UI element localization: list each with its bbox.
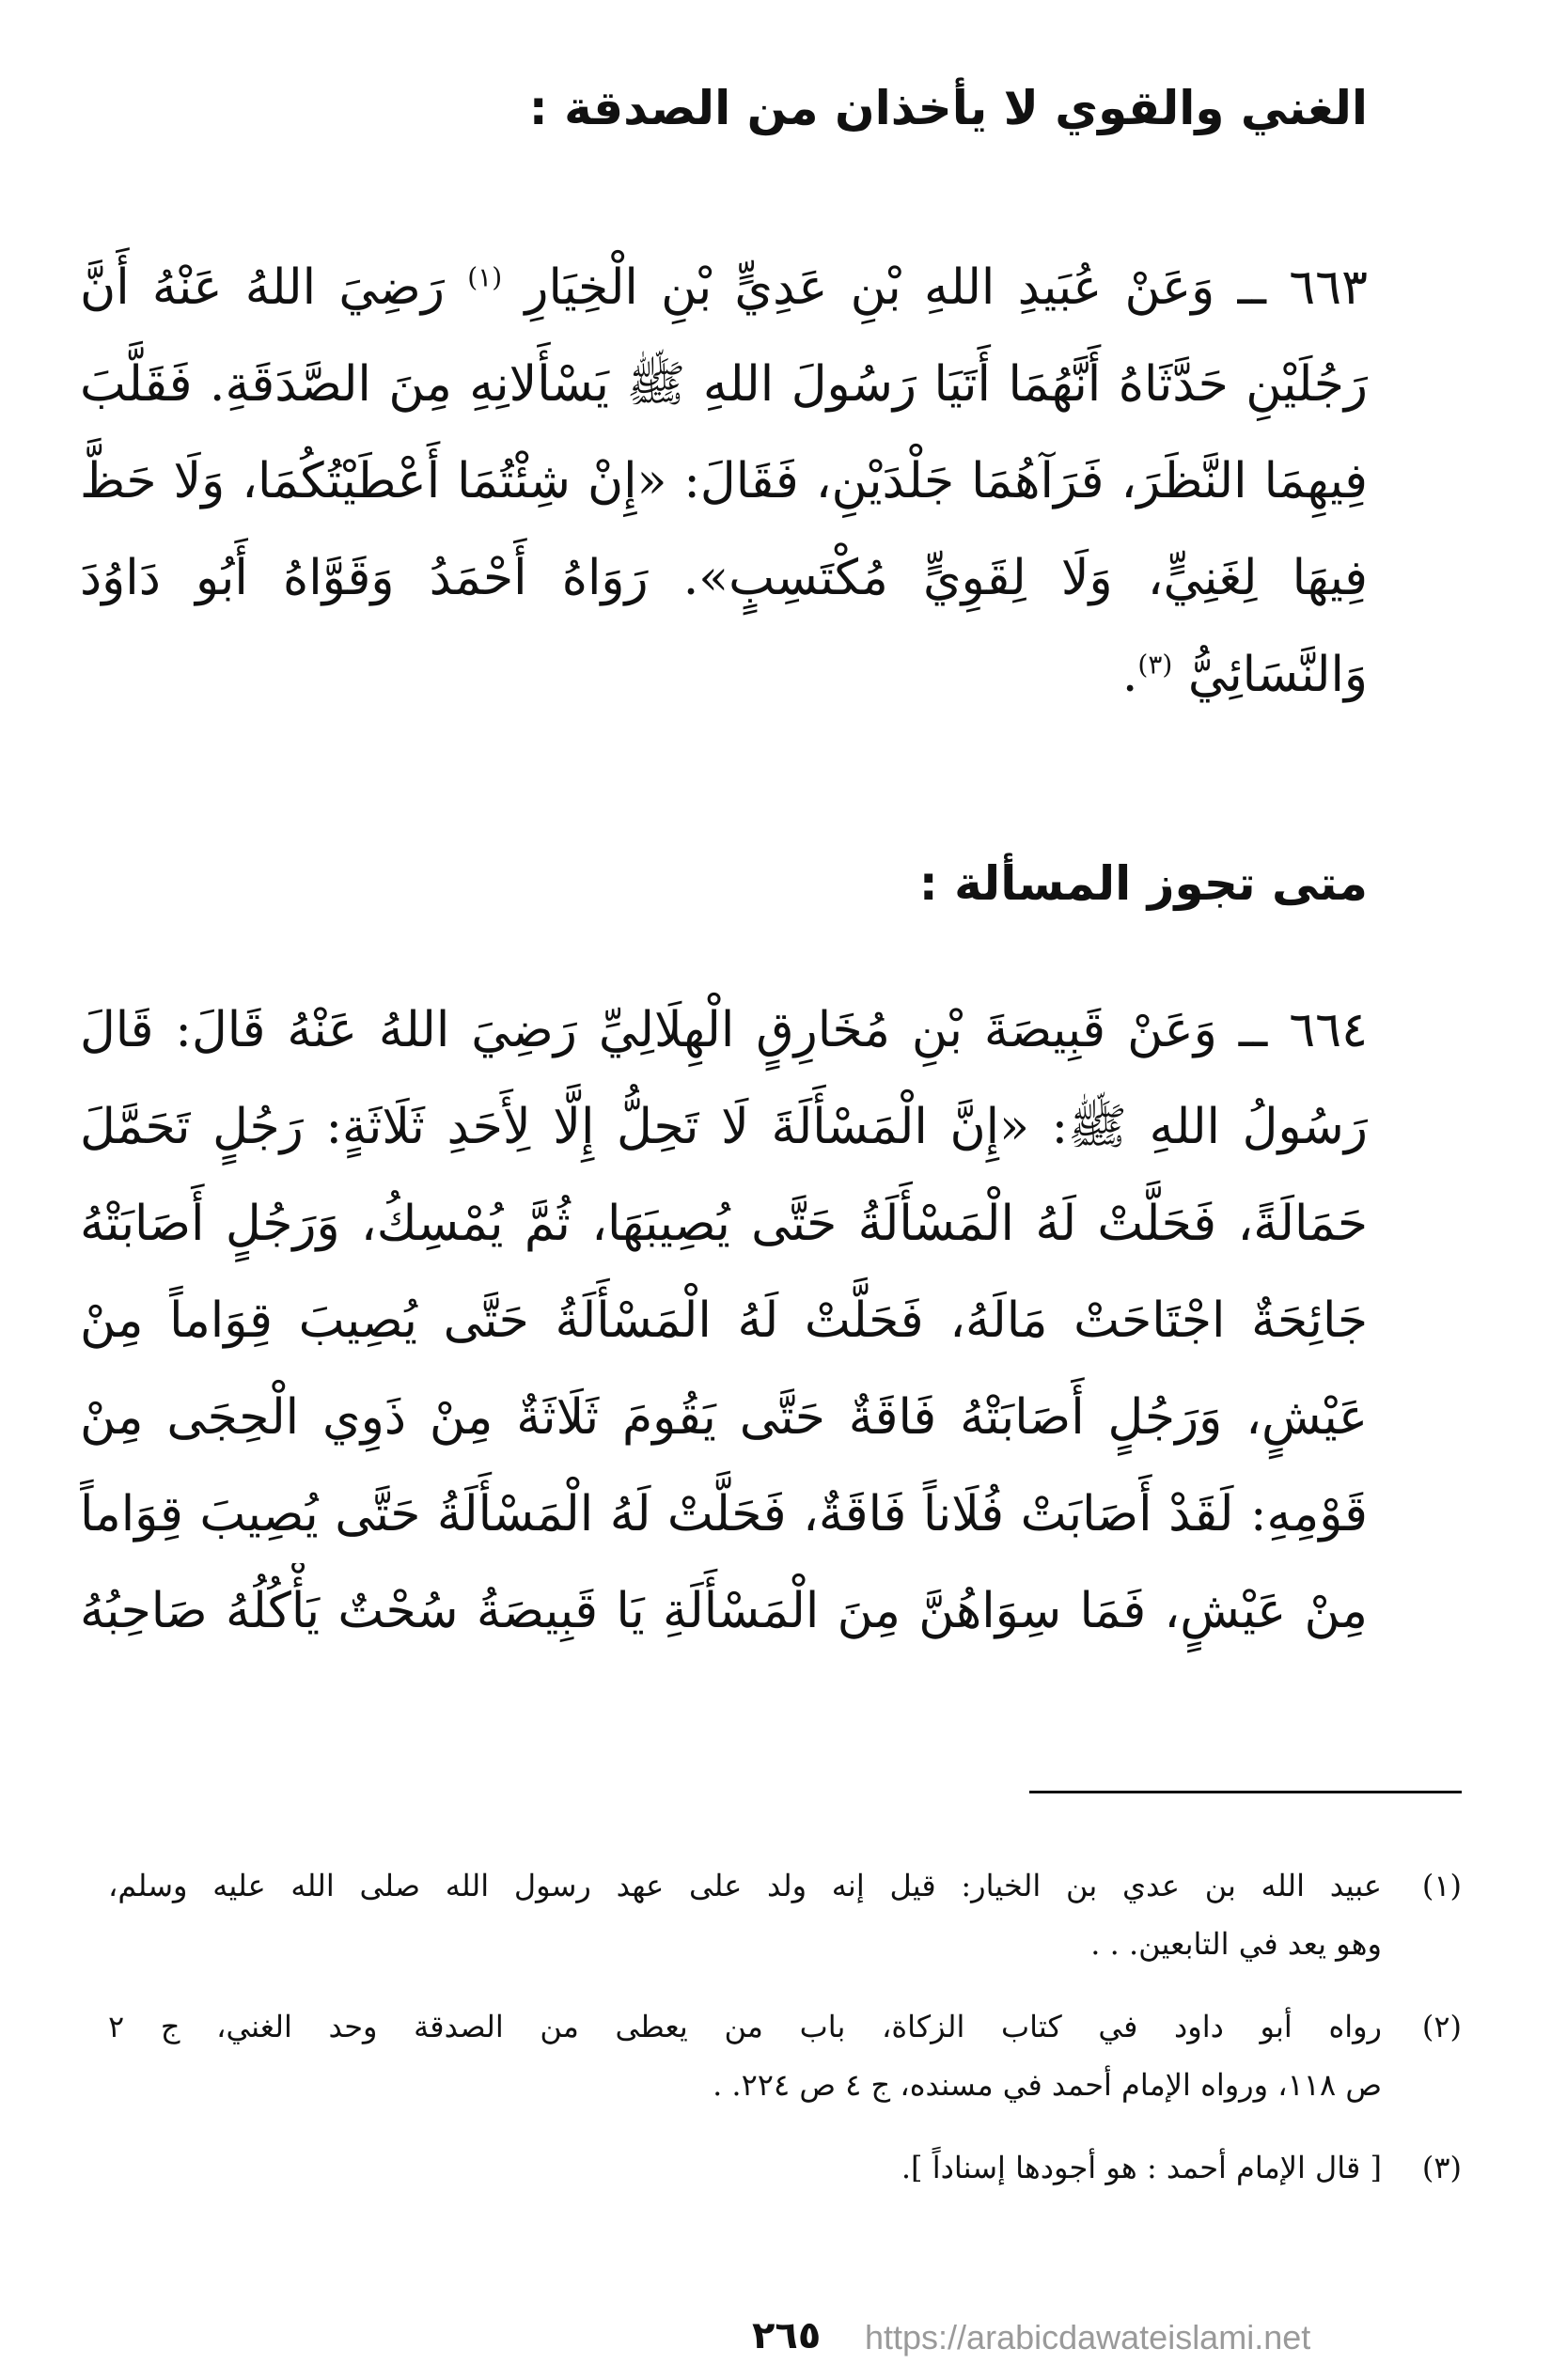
hadith-664-line-7: مِنْ عَيْشٍ، فَمَا سِوَاهُنَّ مِنَ الْمَسْأَلَةِ يَا قَبِيصَةُ سُحْتٌ يَأْكُلُهُ صَاحِبُهُ xyxy=(80,1583,1368,1639)
footnote-1-line-2: وهو يعد في التابعين. . . xyxy=(1090,1926,1382,1962)
hadith-663-line-3: فِيهِمَا النَّظَرَ، فَرَآهُمَا جَلْدَيْنِ، فَقَالَ: «إِنْ شِئْتُمَا أَعْطَيْتُكُمَا، وَلَا حَظَّ xyxy=(80,453,1368,509)
footnote-number: (٢) xyxy=(1421,2009,1462,2044)
footnote-3 xyxy=(108,2138,1462,2197)
hadith-663-line-5-end: . xyxy=(1121,647,1138,703)
hadith-663-line-1-tail: رَضِيَ اللهُ عَنْهُ أَنَّ xyxy=(80,259,445,316)
hadith-663-line-1-text: ٦٦٣ ــ وَعَنْ عُبَيدِ اللهِ بْنِ عَدِيٍّ بْنِ الْخِيَارِ xyxy=(525,259,1368,316)
hadith-664-line-3: حَمَالَةً، فَحَلَّتْ لَهُ الْمَسْأَلَةُ حَتَّى يُصِيبَهَا، ثُمَّ يُمْسِكُ، وَرَجُلٍ أَصَابَتْهُ xyxy=(80,1196,1368,1252)
footnote-divider xyxy=(1029,1791,1462,1793)
footnote-number: (١) xyxy=(1421,1868,1462,1903)
footnote-2 xyxy=(108,1997,1462,2114)
footnote-ref-3: (٣) xyxy=(1137,649,1173,681)
hadith-663-line-5 xyxy=(80,627,1368,724)
footnotes xyxy=(108,1856,1462,2221)
footnote-1 xyxy=(108,1856,1462,1973)
page-number: ٢٦٥ xyxy=(752,2314,822,2357)
hadith-664-line-1: ٦٦٤ ــ وَعَنْ قَبِيصَةَ بْنِ مُخَارِقٍ الْهِلَالِيِّ رَضِيَ اللهُ عَنْهُ قَالَ: قَالَ xyxy=(80,1002,1368,1058)
footnote-2-line-2: ص ١١٨، ورواه الإمام أحمد في مسنده، ج ٤ ص ٢٢٤. . xyxy=(713,2067,1382,2103)
footnote-number: (٣) xyxy=(1421,2150,1462,2185)
hadith-664-line-2: رَسُولُ اللهِ ﷺ: «إِنَّ الْمَسْأَلَةَ لَا تَحِلُّ إِلَّا لِأَحَدِ ثَلَاثَةٍ: رَجُلٍ تَحَمَّلَ xyxy=(80,1099,1368,1155)
hadith-664-text xyxy=(80,982,1368,1660)
hadith-664-line-6: قَوْمِهِ: لَقَدْ أَصَابَتْ فُلَاناً فَاقَةٌ، فَحَلَّتْ لَهُ الْمَسْأَلَةُ حَتَّى يُصِيبَ قِوَاماً xyxy=(80,1486,1368,1542)
watermark-url: https://arabicdawateislami.net xyxy=(865,2318,1311,2357)
hadith-664-line-4: جَائِحَةٌ اجْتَاحَتْ مَالَهُ، فَحَلَّتْ لَهُ الْمَسْأَلَةُ حَتَّى يُصِيبَ قِوَاماً مِنْ xyxy=(80,1292,1368,1349)
hadith-663-line-4: فِيهَا لِغَنِيٍّ، وَلَا لِقَوِيٍّ مُكْتَسِبٍ». رَوَاهُ أَحْمَدُ وَقَوَّاهُ أَبُو دَاوُدَ xyxy=(80,550,1368,606)
footnote-1-line-1: عبيد الله بن عدي بن الخيار: قيل إنه ولد على عهد رسول الله صلى الله عليه وسلم، xyxy=(108,1868,1382,1903)
section-heading-when-asking-permitted: متى تجوز المسألة : xyxy=(918,856,1368,911)
footnote-3-line-1: [ قال الإمام أحمد : هو أجودها إسناداً ]. xyxy=(901,2150,1382,2185)
hadith-663-line-5-text: وَالنَّسَائِيُّ xyxy=(1187,647,1368,703)
hadith-663-text xyxy=(80,240,1368,724)
footnote-ref-1: (١) xyxy=(467,261,503,293)
hadith-663-line-2: رَجُلَيْنِ حَدَّثَاهُ أَنَّهُمَا أَتَيَا رَسُولَ اللهِ ﷺ يَسْأَلانِهِ مِنَ الصَّدَقَةِ. فَقَلَّبَ xyxy=(80,356,1368,413)
hadith-664-line-5: عَيْشٍ، وَرَجُلٍ أَصَابَتْهُ فَاقَةٌ حَتَّى يَقُومَ ثَلَاثَةٌ مِنْ ذَوِي الْحِجَى مِنْ xyxy=(80,1389,1368,1446)
hadith-663-line-1 xyxy=(80,240,1368,337)
section-heading-wealthy-strong: الغني والقوي لا يأخذان من الصدقة : xyxy=(528,81,1368,135)
footnote-2-line-1: رواه أبو داود في كتاب الزكاة، باب من يعطى من الصدقة وحد الغني، ج ٢ xyxy=(108,2009,1382,2044)
